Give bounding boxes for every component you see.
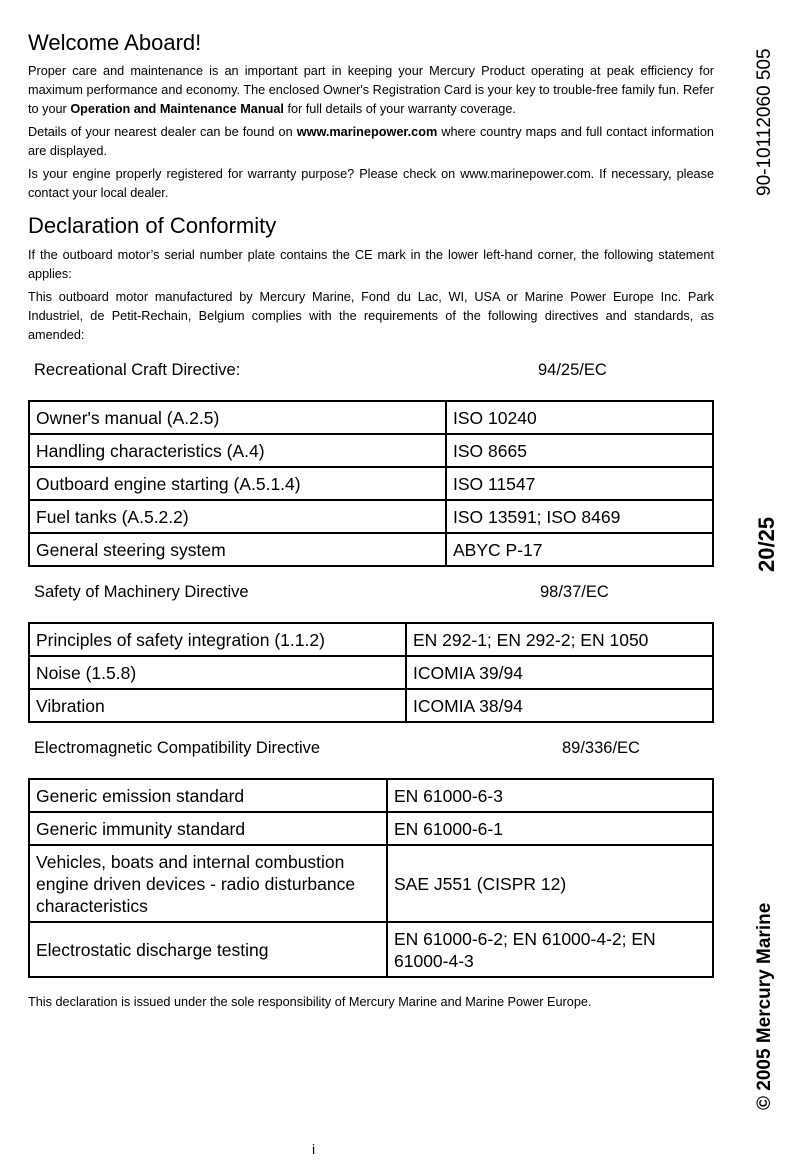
welcome-title: Welcome Aboard!	[28, 30, 202, 55]
part-number: 90-10112060 505	[754, 48, 775, 196]
directive-code: 89/336/EC	[562, 738, 640, 757]
requirement-cell: Owner's manual (A.2.5)	[29, 401, 446, 434]
table-row	[29, 922, 713, 977]
table-row	[29, 467, 713, 500]
electromagnetic-compatibility-standards-table	[28, 778, 714, 978]
dealer-website-link[interactable]: www.marinepower.com	[296, 125, 438, 140]
standard-cell: SAE J551 (CISPR 12)	[387, 845, 713, 922]
declaration-paragraph-2: This outboard motor manufactured by Mercury Marine, Fond du Lac, WI, USA or Marine Power Europe Inc. Park Industriel, de Petit-Rechain, Belgium complies with the requirements of the following directives and standards, as amended:	[28, 289, 714, 342]
table-row	[29, 779, 713, 812]
table-row	[29, 434, 713, 467]
table-row	[29, 689, 713, 722]
welcome-paragraph-1	[28, 62, 714, 119]
requirement-cell: Generic emission standard	[29, 779, 387, 812]
requirement-cell: Vibration	[29, 689, 406, 722]
directive-code: 98/37/EC	[540, 582, 609, 601]
recreational-craft-standards-table	[28, 400, 714, 567]
requirement-cell: Noise (1.5.8)	[29, 656, 406, 689]
directive-name: Recreational Craft Directive:	[34, 360, 241, 379]
requirement-cell: Vehicles, boats and internal combustion engine driven devices - radio disturbance characteristics	[29, 845, 387, 922]
recreational-craft-directive-heading	[34, 361, 714, 383]
standard-cell: EN 61000-6-2; EN 61000-4-2; EN 61000-4-3	[387, 922, 713, 977]
requirement-cell: General steering system	[29, 533, 446, 566]
declaration-title: Declaration of Conformity	[28, 213, 277, 239]
standard-cell: ICOMIA 39/94	[406, 656, 713, 689]
standard-cell: ISO 11547	[446, 467, 713, 500]
standard-cell: EN 292-1; EN 292-2; EN 1050	[406, 623, 713, 656]
requirement-cell: Outboard engine starting (A.5.1.4)	[29, 467, 446, 500]
table-row	[29, 401, 713, 434]
standard-cell: ISO 8665	[446, 434, 713, 467]
standard-cell: ICOMIA 38/94	[406, 689, 713, 722]
welcome-p1-text-b: for full details of your warranty coverage.	[283, 102, 516, 117]
table-row	[29, 623, 713, 656]
page-number: i	[312, 1141, 316, 1157]
standard-cell: ABYC P-17	[446, 533, 713, 566]
table-row	[29, 656, 713, 689]
table-row	[29, 845, 713, 922]
table-row	[29, 500, 713, 533]
manual-reference: Operation and Maintenance Manual	[70, 102, 284, 117]
requirement-cell: Principles of safety integration (1.1.2)	[29, 623, 406, 656]
declaration-paragraph-1: If the outboard motor’s serial number plate contains the CE mark in the lower left-hand corner, the following statement applies:	[28, 247, 714, 281]
requirement-cell: Handling characteristics (A.4)	[29, 434, 446, 467]
page-content	[28, 30, 714, 1016]
requirement-cell: Generic immunity standard	[29, 812, 387, 845]
directive-code: 94/25/EC	[538, 360, 607, 379]
welcome-p2-text-a: Details of your nearest dealer can be found on	[28, 125, 297, 140]
welcome-paragraph-3: Is your engine properly registered for warranty purpose? Please check on www.marinepower.com. If necessary, please contact your local dealer.	[28, 167, 714, 201]
standard-cell: EN 61000-6-1	[387, 812, 713, 845]
standard-cell: EN 61000-6-3	[387, 779, 713, 812]
standard-cell: ISO 10240	[446, 401, 713, 434]
date-code: 20/25	[754, 516, 779, 572]
requirement-cell: Fuel tanks (A.5.2.2)	[29, 500, 446, 533]
standard-cell: ISO 13591; ISO 8469	[446, 500, 713, 533]
directive-name: Electromagnetic Compatibility Directive	[34, 738, 321, 757]
directive-name: Safety of Machinery Directive	[34, 582, 249, 601]
safety-of-machinery-directive-heading	[34, 583, 714, 605]
safety-of-machinery-standards-table	[28, 622, 714, 723]
welcome-p2-text-b: where country maps and full contact information are displayed.	[28, 125, 714, 159]
electromagnetic-compatibility-directive-heading	[34, 739, 714, 761]
welcome-paragraph-2	[28, 123, 714, 161]
requirement-cell: Electrostatic discharge testing	[29, 922, 387, 977]
table-row	[29, 812, 713, 845]
welcome-p1-text-a: Proper care and maintenance is an important part in keeping your Mercury Product operating at peak efficiency for maximum performance and economy. The enclosed Owner's Registration Card is your key to trouble-free family fun. Refer to your	[28, 64, 714, 117]
table-row	[29, 533, 713, 566]
declaration-responsibility-note: This declaration is issued under the sole responsibility of Mercury Marine and Marine Power Europe.	[28, 994, 592, 1009]
copyright-notice: © 2005 Mercury Marine	[754, 902, 775, 1110]
